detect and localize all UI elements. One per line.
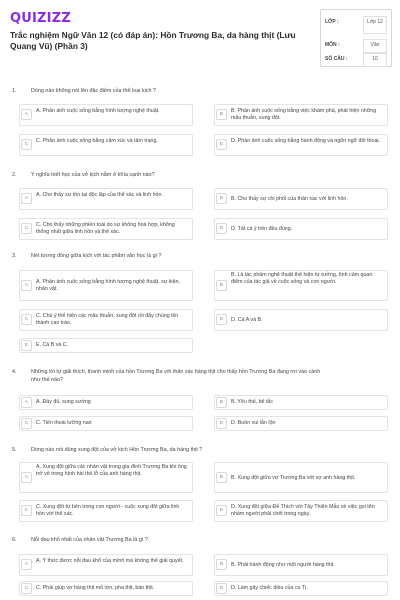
- option-letter: D: [216, 418, 227, 429]
- option-text: C. Phải giúp vợ hàng thịt mổ lợn, pha thịt, bán thịt.: [36, 585, 155, 591]
- option-text: D. Tất cả ý trên đều đúng.: [231, 226, 293, 232]
- question-number: 1.: [12, 88, 17, 94]
- option-text: C. Tiến thoái lưỡng nan: [36, 420, 92, 426]
- option-letter: A: [21, 559, 32, 570]
- grade-label: LỚP :: [325, 19, 339, 25]
- option-letter: D: [216, 314, 227, 325]
- worksheet-info-panel: [320, 9, 392, 67]
- option-letter: C: [21, 139, 32, 150]
- option-letter: D: [216, 139, 227, 150]
- question-number: 3.: [12, 253, 17, 259]
- option-text: B. Cho thấy sự chi phối của thân xác với linh hồn.: [231, 196, 348, 202]
- option-letter: C: [21, 223, 32, 234]
- option-letter: C: [21, 505, 32, 516]
- grade-value: Lớp 12: [363, 16, 387, 34]
- question-text: Nét tương đồng giữa kịch với tác phẩm văn học là gì ?: [31, 253, 162, 259]
- worksheet-header: [0, 0, 400, 72]
- option-text: B. Là tác phẩm nghệ thuật thể hiện tư tưởng, tình cảm quan điểm của tác giả về cuộc sống và con người.: [231, 272, 373, 285]
- question-text: Dòng nào không nói lên đặc điểm của thể loại kịch ?: [31, 88, 156, 94]
- option-letter: B: [216, 397, 227, 408]
- question-count-label: SỐ CÂU :: [325, 56, 348, 62]
- option-letter: A: [21, 193, 32, 204]
- question-text: Nỗi đau khổ nhất của nhân vật Trương Ba là gì ?: [31, 537, 148, 543]
- question-number: 4.: [12, 369, 17, 375]
- option-text: E. Cả B và C.: [36, 342, 69, 348]
- option-text: C. Xung đột từ bên trong con người - cuộc xung đột giữa linh hồn với thể xác.: [36, 504, 180, 517]
- option-text: B. Yếu thế, bế tắc: [231, 399, 274, 405]
- question-number: 2.: [12, 172, 17, 178]
- option-letter: C: [21, 418, 32, 429]
- option-letter: D: [216, 583, 227, 594]
- option-letter: E: [21, 340, 32, 351]
- option-letter: D: [216, 505, 227, 516]
- option-letter: B: [216, 472, 227, 483]
- option-text: A. Phản ánh cuộc sống bằng hình tượng nghệ thuật.: [36, 108, 160, 114]
- option-letter: A: [21, 109, 32, 120]
- option-text: A. Ý thức được nỗi đau khổ của mình mà không thể giải quyết.: [36, 558, 184, 564]
- option-text: D. Buồn vui lẫn lộn: [231, 420, 276, 426]
- option-letter: B: [216, 193, 227, 204]
- option-text: B. Phản ánh cuộc sống bằng việc khám phá, phát hiện những mâu thuẫn, xung đột.: [231, 108, 377, 121]
- question-number: 5.: [12, 447, 17, 453]
- worksheet-title: Trắc nghiệm Ngữ Văn 12 (có đáp án): Hồn Trương Ba, da hàng thịt (Lưu Quang Vũ) (Phần 3): [10, 30, 296, 51]
- quizizz-logo: QUIZIZZ: [10, 11, 71, 26]
- option-text: D. Cả A và B.: [231, 317, 263, 323]
- option-text: D. Làm gãy chiếc diều của cu Tị.: [231, 585, 308, 591]
- option-text: C. Cho thấy những phiền toái do sự không hoà hợp, không thống nhất giữa linh hồn và thể xác.: [36, 222, 175, 235]
- option-letter: A: [21, 472, 32, 483]
- question-text: Dòng nào nói đúng xung đột của vở kịch Hồn Trương Ba, da hàng thịt ?: [31, 447, 203, 453]
- option-text: C. Chú ý thể hiện các mâu thuẫn, xung đột rồi đẩy chúng lên thành cao trào.: [36, 313, 179, 326]
- option-text: A. Đầy đủ, sung sướng: [36, 399, 91, 405]
- option-text: A. Xung đột giữa các nhân vật trong gia đình Trương Ba khi ông trở về trong hình hài thô lỗ của anh hàng thịt.: [36, 464, 187, 477]
- option-text: B. Xung đột giữa vợ Trương Ba với vợ anh hàng thịt.: [231, 475, 356, 481]
- question-count-value: 10: [363, 53, 387, 67]
- option-text: A. Cho thấy sự tồn tại độc lập của thể xác và linh hồn.: [36, 192, 163, 198]
- option-text: D. Phản ánh cuộc sống bằng hành động và ngôn ngữ đối thoại.: [231, 138, 381, 144]
- option-text: C. Phản ánh cuộc sống bằng cảm xúc và tâm trạng.: [36, 138, 158, 144]
- option-letter: B: [216, 559, 227, 570]
- option-text: D. Xung đột giữa Đế Thích với Tây Thiên Mẫu về việc gọi tên nhầm người phải chết trong ngày.: [231, 504, 375, 517]
- option-letter: C: [21, 314, 32, 325]
- option-letter: D: [216, 223, 227, 234]
- option-text: B. Phải hành động như một người hàng thịt.: [231, 562, 335, 568]
- subject-value: Văn: [363, 39, 387, 53]
- option-letter: A: [21, 397, 32, 408]
- question-text: Những lời tự giãi thích, thanh minh của hồn Trương Ba với thân xác hàng thịt cho thấy hồn Trương Ba đang rơi vào cảnh như thế nào?: [31, 369, 321, 383]
- question-text: Ý nghĩa triết học của vở kịch nằm ở khía cạnh nào?: [31, 172, 155, 178]
- question-number: 6.: [12, 537, 17, 543]
- option-letter: C: [21, 583, 32, 594]
- option-letter: B: [216, 280, 227, 291]
- option-text: A. Phản ánh cuộc sống bằng hình tượng nghệ thuật, sự kiện, nhân vật.: [36, 279, 180, 292]
- option-letter: A: [21, 280, 32, 291]
- subject-label: MÔN :: [325, 42, 340, 48]
- option-letter: B: [216, 109, 227, 120]
